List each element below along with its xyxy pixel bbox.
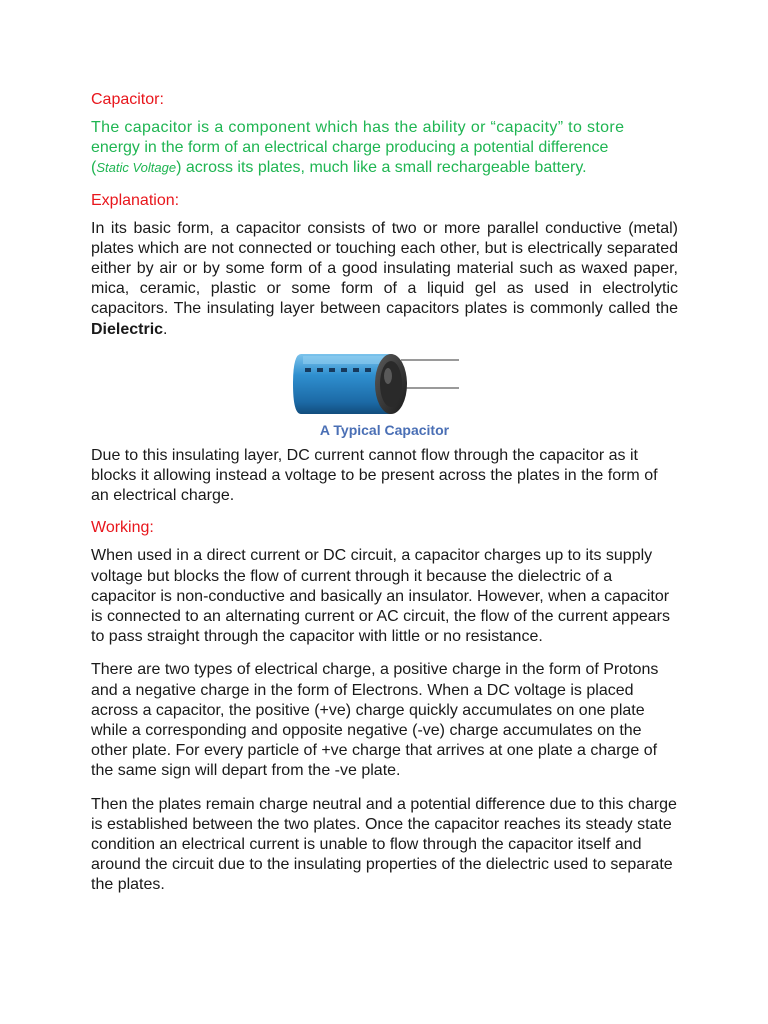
insulating-layer-paragraph: Due to this insulating layer, DC current cannot flow through the capacitor as it blocks it allowing instead a voltage to be present across the plates in the form of an electrical charge. <box>91 446 658 505</box>
working-paragraph-3: Then the plates remain charge neutral and a potential difference due to this charge is established between the two plates. Once the capacitor reaches its steady state condition an electrical current is unable to flow through the capacitor itself and around the circuit due to the insulating properties of the dielectric used to separate the plates. <box>91 795 677 894</box>
capacitor-illustration-icon <box>291 346 471 422</box>
document-content <box>91 90 678 896</box>
intro-line-2: energy in the form of an electrical charge producing a potential difference <box>91 139 609 157</box>
working-heading: Working: <box>91 519 154 537</box>
capacitor-figure <box>91 346 678 446</box>
static-voltage-term: Static Voltage <box>96 160 177 176</box>
explanation-paragraph: In its basic form, a capacitor consists of two or more parallel conductive (metal) plates which are not connected or touching each other, but is electrically separated either by air or by some form of a good insulating material such as waxed paper, mica, ceramic, plastic or some form of a liquid gel as used in electrolytic capacitors. The insulating layer between capacitors plates is commonly called the Dielectric. <box>91 219 678 338</box>
working-paragraph-1: When used in a direct current or DC circuit, a capacitor charges up to its supply voltage but blocks the flow of current through it because the dielectric of a capacitor is non-conductive and basically an insulator. However, when a capacitor is connected to an alternating current or AC circuit, the flow of the current appears to pass straight through the capacitor with little or no resistance. <box>91 547 670 646</box>
dielectric-term: Dielectric <box>91 320 164 338</box>
working-paragraph-2: There are two types of electrical charge, a positive charge in the form of Protons and a negative charge in the form of Electrons. When a DC voltage is placed across a capacitor, the positive (+ve) charge quickly accumulates on one plate while a corresponding and opposite negative (-ve) charge accumulates on the other plate. For every particle of +ve charge that arrives at one plate a charge of the same sign will depart from the -ve plate. <box>91 661 659 780</box>
figure-caption: A Typical Capacitor <box>319 421 450 438</box>
capacitor-heading: Capacitor: <box>91 91 164 108</box>
intro-line-1: The capacitor is a component which has the ability or “capacity” to store <box>91 119 625 136</box>
intro-line-3: (Static Voltage) across its plates, much like a small rechargeable battery. <box>91 159 587 177</box>
explanation-heading: Explanation: <box>91 191 180 209</box>
